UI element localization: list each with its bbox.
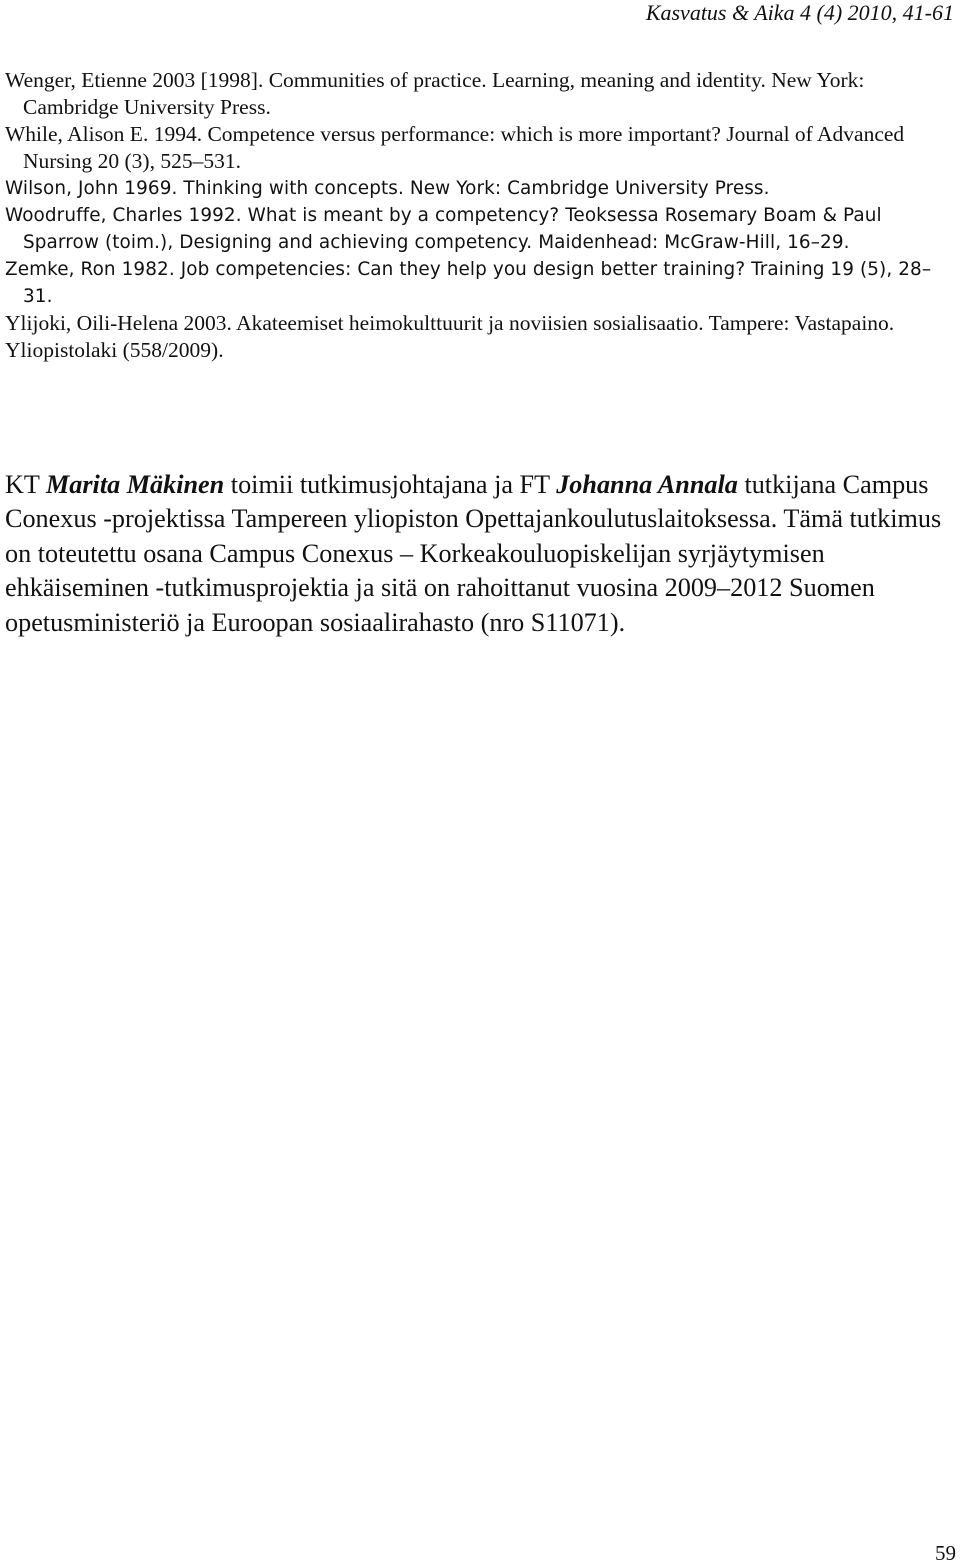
reference-yliopistolaki: Yliopistolaki (558/2009). bbox=[5, 338, 224, 362]
author-note-text: KT bbox=[5, 470, 46, 499]
reference-while: While, Alison E. 1994. Competence versus performance: which is more important? Journal of Advanced Nursing 20 (3), 525–531. bbox=[5, 122, 905, 173]
reference-list bbox=[5, 67, 955, 364]
author-note-text: -tutkimusprojektia ja sitä on rahoittanut vuosina 2009–2012 Suomen opetusministeriö ja Euroopan sosiaalirahasto (nro S11071). bbox=[5, 573, 875, 637]
project-name: Campus Conexus – Korkeakouluopiskelijan syrjäytymisen ehkäiseminen bbox=[5, 538, 825, 603]
reference-woodruffe: Woodruffe, Charles 1992. What is meant by a competency? Teoksessa Rosemary Boam & Paul Sparrow (toim.), Designing and achieving competency. Maidenhead: McGraw-Hill, 16–29. bbox=[5, 205, 882, 253]
author-note bbox=[5, 468, 955, 640]
page-number: 59 bbox=[935, 1541, 956, 1565]
author-note-text: toimii tutkimusjohtajana ja FT bbox=[224, 470, 557, 499]
author-note-text: tutkijana Campus Conexus -projektissa Tampereen yliopiston Opettajankoulutuslaitoksessa. Tämä tutkimus on toteutettu osana bbox=[5, 470, 942, 568]
running-head: Kasvatus & Aika 4 (4) 2010, 41-61 bbox=[645, 0, 954, 25]
reference-wilson: Wilson, John 1969. Thinking with concepts. New York: Cambridge University Press. bbox=[5, 178, 770, 199]
reference-wenger: Wenger, Etienne 2003 [1998]. Communities of practice. Learning, meaning and identity. New York: Cambridge University Press. bbox=[5, 68, 865, 119]
author-name: Marita Mäkinen bbox=[45, 470, 225, 499]
reference-ylijoki: Ylijoki, Oili-Helena 2003. Akateemiset heimokulttuurit ja noviisien sosialisaatio. Tampere: Vastapaino. bbox=[5, 311, 895, 335]
reference-zemke: Zemke, Ron 1982. Job competencies: Can they help you design better training? Training 19 (5), 28–31. bbox=[5, 259, 932, 307]
author-name: Johanna Annala bbox=[556, 470, 738, 499]
